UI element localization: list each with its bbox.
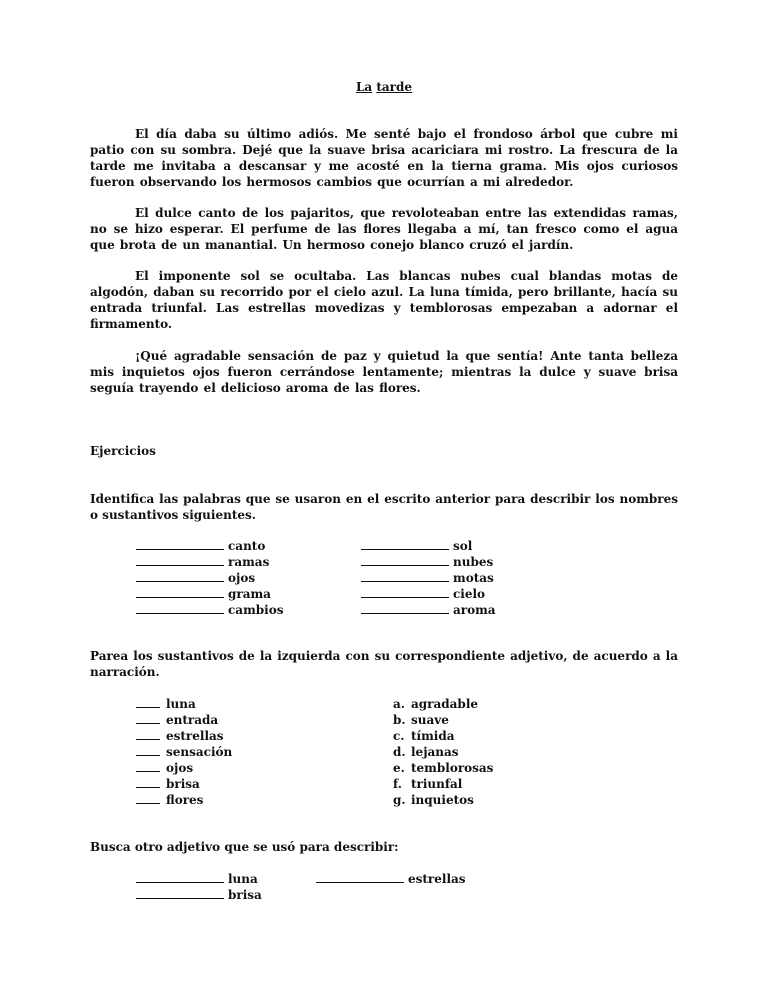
option-word: triunfal [411,777,463,791]
paragraph-3: El imponente sol se ocultaba. Las blancas nubes cual blandas motas de algodón, daban su recorrido por el cielo azul. La luna tímida, pero brillante, hacía su entrada triunfal. Las estrellas movedizas y temblorosas empezaban a adornar el firmamento. [90,269,678,331]
noun-label: motas [453,571,494,585]
adjective-option [393,792,493,808]
fill-row [136,871,262,887]
fill-row [136,586,284,602]
option-word: agradable [411,697,479,711]
match-blank[interactable] [136,696,160,708]
noun-label: ojos [228,571,256,585]
section3-list-right [316,871,466,887]
exercises-heading: Ejercicios [90,444,156,458]
adjective-option [393,712,493,728]
match-blank[interactable] [136,728,160,740]
match-row [136,744,232,760]
section1-right-list [361,538,496,618]
paragraph-1: El día daba su último adiós. Me senté bajo el frondoso árbol que cubre mi patio con su sombra. Dejé que la suave brisa acariciara mi rostro. La frescura de la tarde me invitaba a descansar y me acosté en la tierna grama. Mis ojos curiosos fueron observando los hermosos cambios que ocurrían a mi alrededor. [90,127,678,189]
match-row [136,760,232,776]
noun-label: cambios [228,603,284,617]
adjective-option [393,776,493,792]
match-blank[interactable] [136,776,160,788]
answer-blank[interactable] [136,538,224,550]
answer-blank[interactable] [361,538,449,550]
option-word: suave [411,713,449,727]
fill-row [361,586,496,602]
noun-label: cielo [453,587,486,601]
fill-row [136,570,284,586]
answer-blank[interactable] [361,554,449,566]
section1-instruction: Identifica las palabras que se usaron en el escrito anterior para describir los nombres o sustantivos siguientes. [90,492,678,522]
option-word: inquietos [411,793,474,807]
section1-left-list [136,538,284,618]
fill-row [136,602,284,618]
section3-instruction: Busca otro adjetivo que se usó para describir: [90,840,399,854]
title-word-1: La [355,80,373,94]
noun-label: entrada [166,713,219,727]
match-blank[interactable] [136,792,160,804]
fill-row [361,538,496,554]
noun-label: estrellas [166,729,224,743]
noun-label: sensación [166,745,233,759]
match-blank[interactable] [136,744,160,756]
noun-label: luna [228,872,258,886]
answer-blank[interactable] [136,887,224,899]
paragraph-4: ¡Qué agradable sensación de paz y quietud la que sentía! Ante tanta belleza mis inquietos ojos fueron cerrándose lentamente; mientras la dulce y suave brisa seguía trayendo el delicioso aroma de las flores. [90,349,678,395]
fill-row [316,871,466,887]
fill-row [361,570,496,586]
adjective-option [393,760,493,776]
section2-instruction: Parea los sustantivos de la izquierda con su correspondiente adjetivo, de acuerdo a la narración. [90,649,678,679]
noun-label: brisa [166,777,200,791]
paragraph-2: El dulce canto de los pajaritos, que revoloteaban entre las extendidas ramas, no se hizo esperar. El perfume de las flores llegaba a mí, tan fresco como el agua que brota de un manantial. Un hermoso conejo blanco cruzó el jardín. [90,206,678,252]
option-word: tímida [411,729,455,743]
answer-blank[interactable] [136,586,224,598]
answer-blank[interactable] [361,570,449,582]
option-letter: c. [393,729,405,743]
option-word: temblorosas [411,761,494,775]
fill-row [136,538,284,554]
fill-row [361,554,496,570]
answer-blank[interactable] [316,871,404,883]
fill-row [136,554,284,570]
match-row [136,728,232,744]
match-row [136,712,232,728]
answer-blank[interactable] [136,570,224,582]
answer-blank[interactable] [136,602,224,614]
section2-noun-list [136,696,232,808]
adjective-option [393,696,493,712]
option-letter: a. [393,697,405,711]
section2-adjective-list [393,696,493,808]
match-blank[interactable] [136,712,160,724]
noun-label: canto [228,539,266,553]
option-letter: e. [393,761,405,775]
noun-label: luna [166,697,196,711]
noun-label: brisa [228,888,262,902]
option-letter: g. [393,793,406,807]
answer-blank[interactable] [361,586,449,598]
option-letter: d. [393,745,406,759]
option-word: lejanas [411,745,459,759]
title-word-2: tarde [376,80,413,94]
answer-blank[interactable] [136,871,224,883]
noun-label: ojos [166,761,194,775]
match-blank[interactable] [136,760,160,772]
fill-row [136,887,262,903]
noun-label: grama [228,587,271,601]
noun-label: ramas [228,555,270,569]
option-letter: b. [393,713,406,727]
match-row [136,776,232,792]
noun-label: nubes [453,555,494,569]
noun-label: estrellas [408,872,466,886]
section3-list-left [136,871,262,903]
match-row [136,696,232,712]
match-row [136,792,232,808]
answer-blank[interactable] [136,554,224,566]
fill-row [361,602,496,618]
noun-label: aroma [453,603,496,617]
option-letter: f. [393,777,402,791]
noun-label: flores [166,793,204,807]
adjective-option [393,744,493,760]
noun-label: sol [453,539,473,553]
page-title [90,79,678,95]
adjective-option [393,728,493,744]
answer-blank[interactable] [361,602,449,614]
